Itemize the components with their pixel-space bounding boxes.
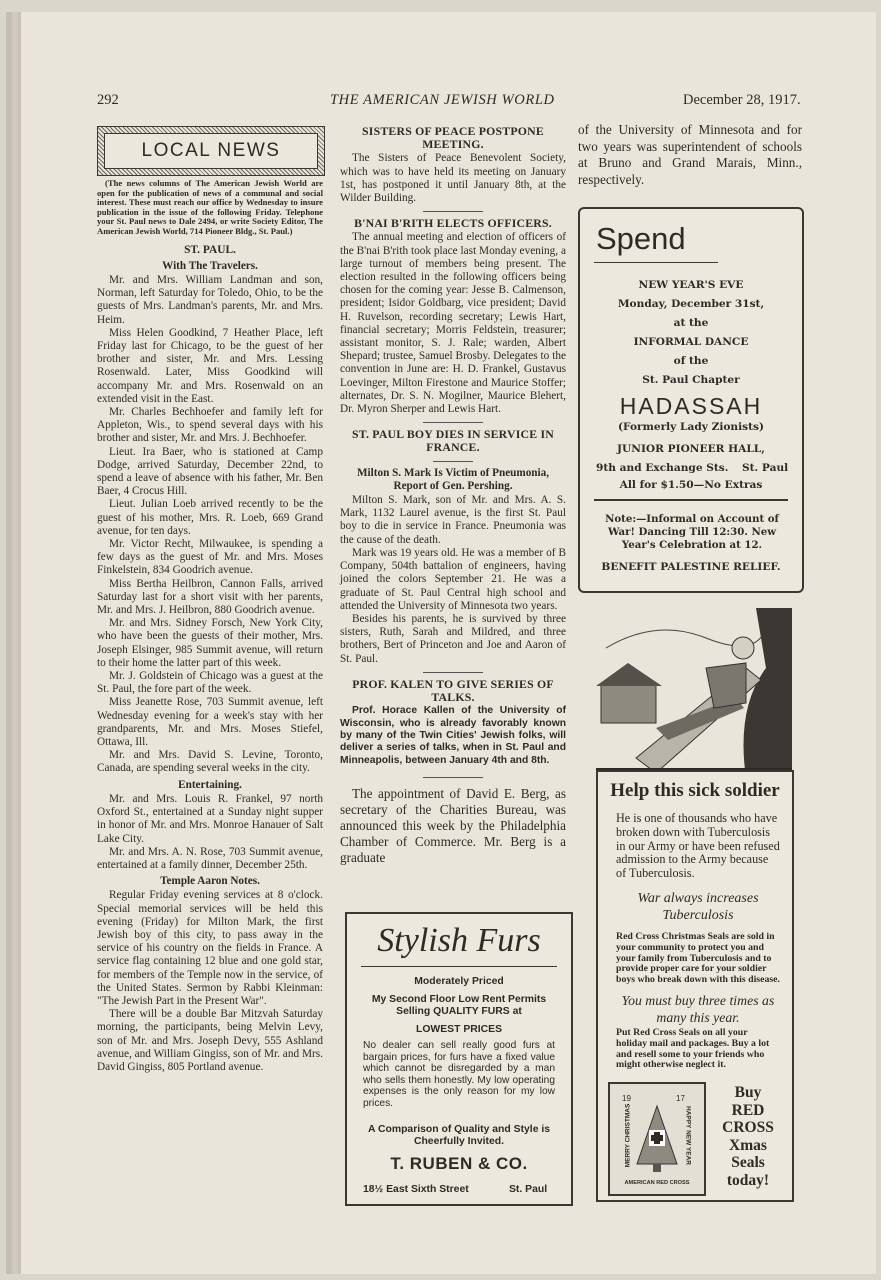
ad-line: of the bbox=[673, 355, 709, 367]
seal-year: 19 bbox=[622, 1094, 631, 1103]
ad-address: 18½ East Sixth Street bbox=[363, 1184, 469, 1195]
hadassah-dance-ad bbox=[578, 207, 804, 593]
news-item: Mr. and Mrs. Louis R. Frankel, 97 north Oxford St., entertained at a Sunday night supper in honor of Mr. and Mrs. Monroe Hanauer of Salt Lake City. bbox=[97, 792, 323, 845]
divider bbox=[433, 461, 473, 462]
ad-line: INFORMAL DANCE bbox=[633, 336, 749, 348]
seal-text: HAPPY NEW YEAR bbox=[684, 1106, 692, 1165]
ad-headline: Help this sick soldier bbox=[610, 780, 780, 801]
ad-headline: Stylish Furs bbox=[377, 922, 541, 959]
ad-body: Put Red Cross Seals on all your holiday mail and packages. Buy a lot and resell some to your friends who might otherwise neglect it. bbox=[616, 1027, 770, 1071]
news-item: Lieut. Ira Baer, who is stationed at Camp Dodge, arrived Saturday, December 22nd, to spend a leave of absence with his father, Mr. Ben Baer, 4 Crocus Hill. bbox=[97, 445, 323, 498]
ad-body: No dealer can sell really good furs at bargain prices, for furs have a fixed value which cannot be disregarded by a man who sells them honestly. My low operating expenses is the only reason for my low prices. bbox=[363, 1040, 555, 1109]
christmas-seal bbox=[608, 1082, 706, 1196]
column-3 bbox=[578, 122, 802, 188]
news-item: Mr. and Mrs. William Landman and son, Norman, left Saturday for Toledo, Ohio, to be the guests of Mrs. Landman's parents, Mr. and Mrs. Heim. bbox=[97, 273, 323, 326]
red-cross-ad-panel bbox=[596, 770, 794, 1202]
article-body: of the University of Minnesota and for two years was superintendent of schools at Bruno and Grand Marais, Minn., respectively. bbox=[578, 122, 802, 187]
ad-line: NEW YEAR'S EVE bbox=[638, 279, 744, 291]
callout-line: Xmas bbox=[729, 1136, 767, 1154]
callout-line: Seals bbox=[731, 1154, 765, 1171]
news-item: Mr. Charles Bechhoefer and family left for Appleton, Wis., to spend several days with his brother and sister, Mr. and Mrs. J. Bechhoefer. bbox=[97, 406, 323, 445]
firm-name: T. RUBEN & CO. bbox=[390, 1154, 528, 1173]
divider bbox=[423, 422, 483, 423]
entertaining-heading: Entertaining. bbox=[178, 778, 242, 791]
ad-headline: Spend bbox=[596, 221, 686, 256]
news-item: Mr. Victor Recht, Milwaukee, is spending a few days as the guest of Mr. and Mrs. Moses Finkelstein, 834 Goodrich avenue. bbox=[97, 538, 323, 577]
article-body: The Sisters of Peace Benevolent Society, which was to have held its meeting on January 1st, has postponed it until January 8th, at the Wilder Building. bbox=[340, 152, 566, 205]
ad-slogan: War always increases Tuberculosis bbox=[637, 891, 759, 923]
ad-line: LOWEST PRICES bbox=[415, 1024, 503, 1035]
ad-line: My Second Floor Low Rent Permits Selling QUALITY FURS at bbox=[371, 994, 547, 1017]
soldier-illustration bbox=[596, 608, 792, 778]
buy-seals-callout bbox=[708, 1084, 788, 1189]
news-item: Lieut. Julian Loeb arrived recently to be the guest of his mother, Mrs. R. Loeb, 669 Grand avenue, for ten days. bbox=[97, 498, 323, 537]
article-headline: PROF. KALEN TO GIVE SERIES OF TALKS. bbox=[352, 676, 554, 704]
news-item: Miss Bertha Heilbron, Cannon Falls, arrived Saturday last for a short visit with her parents, Mr. and Mrs. J. Heilbron, 880 Goodrich avenue. bbox=[97, 577, 323, 617]
hadassah-title: HADASSAH bbox=[619, 393, 763, 419]
seal-text: AMERICAN RED CROSS bbox=[624, 1180, 690, 1186]
divider bbox=[361, 966, 557, 967]
ad-line: A Comparison of Quality and Style is Cheerfully Invited. bbox=[367, 1124, 551, 1147]
article-headline: ST. PAUL BOY DIES IN SERVICE IN FRANCE. bbox=[352, 427, 554, 455]
callout-line: CROSS bbox=[722, 1119, 774, 1136]
publication-title: THE AMERICAN JEWISH WORLD bbox=[330, 92, 555, 108]
article-headline: SISTERS OF PEACE POSTPONE MEETING. bbox=[362, 124, 544, 152]
ad-body: Red Cross Christmas Seals are sold in your community to protect you and your family from Tuberculosis and to provide proper care for your soldier boys who break down with this disease. bbox=[616, 931, 780, 986]
issue-date: December 28, 1917. bbox=[683, 92, 801, 108]
ad-line: Moderately Priced bbox=[414, 976, 504, 987]
ad-line: St. Paul Chapter bbox=[642, 374, 740, 386]
ad-line: BENEFIT PALESTINE RELIEF. bbox=[601, 561, 781, 573]
ad-line: at the bbox=[673, 317, 709, 329]
local-news-masthead bbox=[97, 126, 325, 176]
news-item: Regular Friday evening services at 8 o'clock. Special memorial services will be held this evening (Friday) for Milton Mark, the first Jewish boy of this city, to pass away in the service of his country on the fields in France. A service flag containing 12 blue and one gold star, for members of the Temple now in the service, of the United States. Sermon by Rabbi Kleinman: "The Jewish Part in the Present War". bbox=[97, 889, 323, 1007]
ad-line: JUNIOR PIONEER HALL, bbox=[617, 443, 765, 455]
divider bbox=[423, 211, 483, 212]
article-body: Besides his parents, he is survived by three sisters, Ruth, Sarah and Mildred, and three brothers, Bert of Princeton and Joe and Aaron of St. Paul. bbox=[340, 612, 566, 665]
editorial-note: (The news columns of The American Jewish World are open for the publication of news of a communal and social interest. These must reach our office by Wednesday to insure publication in the issue of the following Friday. Telephone your St. Paul news to Dale 2494, or write Society Editor, The American Jewish World, 714 Pioneer Bldg., St. Paul.) bbox=[97, 178, 323, 236]
news-item: Mr. and Mrs. A. N. Rose, 703 Summit avenue, entertained at a family dinner, December 25th. bbox=[97, 845, 323, 871]
news-item: Mr. J. Goldstein of Chicago was a guest at the St. Paul, the fore part of the week. bbox=[97, 670, 323, 696]
article-subheadline: Milton S. Mark Is Victim of Pneumonia, Report of Gen. Pershing. bbox=[356, 466, 550, 492]
seal-year: 17 bbox=[676, 1094, 685, 1103]
travelers-heading: With The Travelers. bbox=[162, 259, 258, 272]
furs-ad bbox=[345, 912, 573, 1206]
seal-text: MERRY CHRISTMAS bbox=[624, 1103, 632, 1168]
page-number: 292 bbox=[97, 92, 119, 108]
article-headline: B'NAI B'RITH ELECTS OFFICERS. bbox=[354, 216, 552, 231]
callout-line: RED bbox=[731, 1101, 765, 1119]
seal-tree-illustration bbox=[632, 1104, 682, 1174]
ad-line: Monday, December 31st, bbox=[617, 298, 765, 310]
city-heading: ST. PAUL. bbox=[184, 243, 236, 256]
divider bbox=[423, 777, 483, 778]
article-body: The appointment of David E. Berg, as secretary of the Charities Bureau, was announced this week by the Philadelphia Chamber of Commerce. Mr. Berg is a graduate bbox=[340, 786, 566, 866]
news-item: Mr. and Mrs. David S. Levine, Toronto, Canada, are spending several weeks in the city. bbox=[97, 749, 323, 775]
news-item: There will be a double Bar Mitzvah Saturday morning, the participants, being Melvin Levy, son of Mr. and Mrs. Joseph Devy, 555 Ashland avenue, and William Gingiss, son of Mr. and Mrs. David Gingiss, 805 Portland avenue. bbox=[97, 1008, 323, 1073]
news-item: Miss Jeanette Rose, 703 Summit avenue, left Wednesday evening for a week's stay with her grandparents, Mr. and Mrs. Moses Stiefel, Ottawa, Ill. bbox=[97, 696, 323, 749]
ad-body: He is one of thousands who have broken down with Tuberculosis in our Army or have been refused admission to the Army because of Tuberculosis. bbox=[616, 811, 780, 881]
article-body: Prof. Horace Kallen of the University of Wisconsin, who is already favorably known by many of the Twin Cities' Jewish folks, will deliver a series of talks, when in St. Paul and Minneapolis, between January 4th and 8th. bbox=[340, 705, 566, 766]
column-1 bbox=[97, 179, 323, 1074]
divider bbox=[423, 672, 483, 673]
ad-line: All for $1.50—No Extras bbox=[619, 479, 763, 491]
article-body: Mark was 19 years old. He was a member of B Company, 504th battalion of engineers, having joined the colors September 21. He was a graduate of St. Paul Central high school and attended the University of Minnesota two years. bbox=[340, 546, 566, 612]
callout-line: today! bbox=[726, 1171, 770, 1189]
article-body: Milton S. Mark, son of Mr. and Mrs. A. S. Mark, 1132 Laurel avenue, is the first St. Paul boy to die in service in France. Pneumonia was the cause of the death. bbox=[340, 494, 566, 546]
news-item: Mr. and Mrs. Sidney Forsch, New York City, who have been the guests of their mother, Mrs. Joseph Elsinger, 985 Summit avenue, will return to their home the latter part of this week. bbox=[97, 617, 323, 669]
temple-heading: Temple Aaron Notes. bbox=[160, 875, 260, 888]
ad-line: St. Paul bbox=[742, 462, 789, 474]
ad-address: St. Paul bbox=[509, 1184, 548, 1195]
divider bbox=[594, 262, 718, 263]
ad-line: (Formerly Lady Zionists) bbox=[618, 421, 764, 433]
news-item: Miss Helen Goodkind, 7 Heather Place, left Friday last for Chicago, to be the guest of her brother and sister, Mr. and Mrs. Lessing Rosenwald. Later, Miss Goodkind will accompany Mr. and Mrs. Rosenwald on an extended visit in the East. bbox=[97, 326, 323, 405]
divider bbox=[594, 499, 788, 501]
ad-note: Note:—Informal on Account of War! Dancing Till 12:30. New Year's Celebration at 12. bbox=[605, 513, 779, 551]
column-2 bbox=[340, 123, 566, 866]
ad-line: 9th and Exchange Sts. bbox=[596, 462, 729, 474]
article-body: The annual meeting and election of officers of the B'nai B'rith took place last Monday evening, a large turnout of members being present. The election resulted in the following officers being chosen for the coming year: Jesse B. Calmenson, president; Isidor Goldbarg, vice president; David H. Ruvelson, recording secretary; Lewis Hart, financial secretary; Morris Feldstein, treasurer; assistant monitor, S. J. Rale; warden, Albert Shepard; trustee, Samuel Brosby. Delegates to the convention in June are: H. D. Frankel, Gustavus Loevinger, Milton Firestone and Maurice Stoffer; alternates, Dr. S. N. Mogilner, Maurice Blehert, Dr. Myron Sherper and Lewis Hart. bbox=[340, 231, 566, 416]
ad-slogan: You must buy three times as many this year. bbox=[621, 993, 775, 1025]
local-news-title: LOCAL NEWS bbox=[104, 133, 318, 169]
callout-line: Buy bbox=[734, 1084, 762, 1101]
red-cross-seals-ad bbox=[596, 608, 792, 1200]
